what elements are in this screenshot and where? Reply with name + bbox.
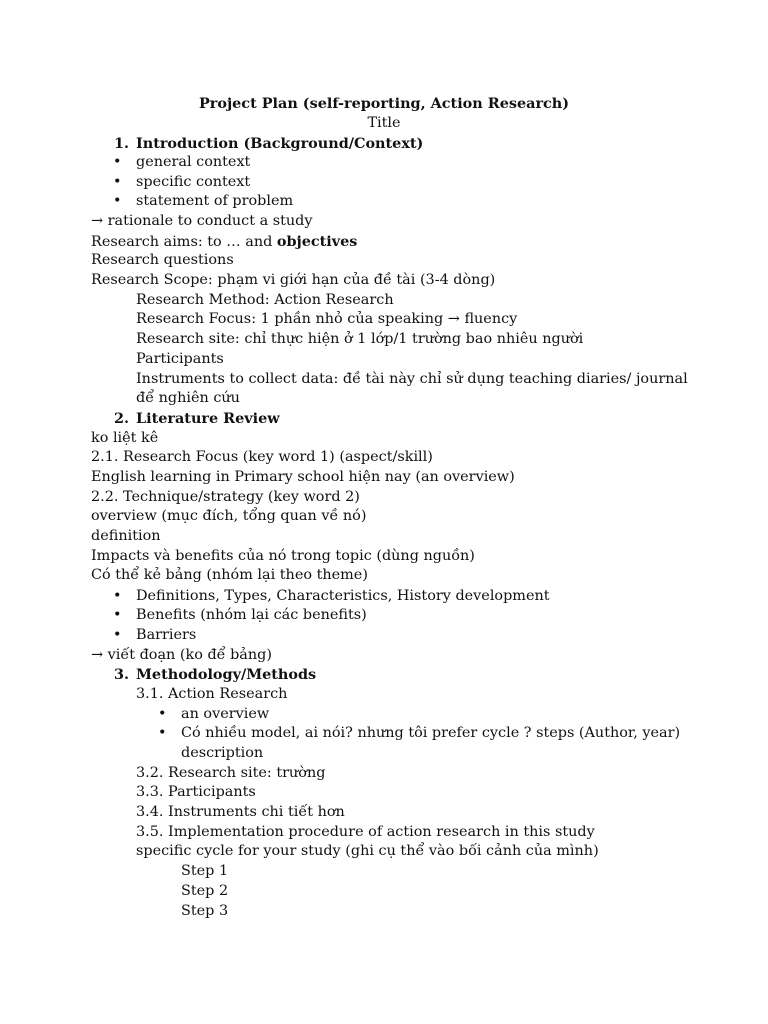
intro-bullet-item: general context [136, 154, 251, 170]
step-item: Step 3 [181, 903, 229, 919]
method-bullet-item: Có nhiều model, ai nói? nhưng tôi prefer cycle ? steps (Author, year) [181, 725, 681, 741]
section-1-number: 1. [114, 135, 130, 152]
step-item: Step 1 [181, 863, 229, 879]
research-aims-line [91, 232, 357, 252]
bullet-glyph: • [158, 706, 167, 722]
instruments-line: Instruments to collect data: đề tài này chỉ sử dụng teaching diaries/ journal [136, 371, 688, 387]
section-2-heading: Literature Review [136, 410, 280, 427]
lit-bullet-item: Benefits (nhóm lại các benefits) [136, 607, 367, 623]
section-3-number: 3. [114, 666, 130, 683]
subsection-3-2: 3.2. Research site: trường [136, 765, 326, 781]
method-bullet-item: an overview [181, 706, 270, 722]
bullet-glyph: • [113, 193, 122, 209]
instruments-line-cont: để nghiên cứu [136, 390, 240, 406]
research-site-line: Research site: chỉ thực hiện ở 1 lớp/1 trường bao nhiêu người [136, 331, 584, 347]
lit-line: 2.1. Research Focus (key word 1) (aspect/skill) [91, 449, 433, 465]
bullet-glyph: • [113, 607, 122, 623]
step-item: Step 2 [181, 883, 229, 899]
research-scope-line: Research Scope: phạm vi giới hạn của đề tài (3-4 dòng) [91, 272, 496, 288]
bullet-glyph: • [113, 154, 122, 170]
specific-cycle-line: specific cycle for your study (ghi cụ thể vào bối cảnh của mình) [136, 843, 599, 859]
lit-bullet-item: Barriers [136, 627, 197, 643]
lit-line: Có thể kẻ bảng (nhóm lại theo theme) [91, 567, 368, 583]
bullet-glyph: • [113, 588, 122, 604]
bullet-glyph: • [113, 174, 122, 190]
intro-bullet-item: statement of problem [136, 193, 294, 209]
research-questions-line: Research questions [91, 252, 234, 268]
intro-bullet-item: specific context [136, 174, 251, 190]
subsection-3-4: 3.4. Instruments chi tiết hơn [136, 804, 345, 820]
document-title: Project Plan (self-reporting, Action Research) [198, 95, 570, 112]
lit-line: Impacts và benefits của nó trong topic (dùng nguồn) [91, 548, 475, 564]
method-bullet-cont: description [181, 745, 264, 761]
lit-line: English learning in Primary school hiện nay (an overview) [91, 469, 515, 485]
subsection-3-5: 3.5. Implementation procedure of action research in this study [136, 824, 595, 840]
bullet-glyph: • [113, 627, 122, 643]
lit-line: 2.2. Technique/strategy (key word 2) [91, 489, 360, 505]
subsection-3-3: 3.3. Participants [136, 784, 256, 800]
research-aims-bold: objectives [276, 233, 358, 250]
section-2-number: 2. [114, 410, 130, 427]
subsection-3-1: 3.1. Action Research [136, 686, 288, 702]
lit-note-line: → viết đoạn (ko để bảng) [91, 647, 272, 663]
bullet-glyph: • [158, 725, 167, 741]
lit-bullet-item: Definitions, Types, Characteristics, History development [136, 588, 550, 604]
section-1-heading: Introduction (Background/Context) [136, 135, 424, 152]
lit-line: overview (mục đích, tổng quan về nó) [91, 508, 367, 524]
lit-line: definition [91, 528, 161, 544]
participants-line: Participants [136, 351, 224, 367]
research-method-line: Research Method: Action Research [136, 292, 394, 308]
document-subtitle: Title [367, 115, 401, 131]
section-3-heading: Methodology/Methods [136, 666, 317, 683]
research-aims-text: Research aims: to … and [91, 234, 277, 250]
lit-line: ko liệt kê [91, 430, 159, 446]
research-focus-line: Research Focus: 1 phần nhỏ của speaking → fluency [136, 311, 518, 327]
rationale-line: → rationale to conduct a study [91, 213, 313, 229]
